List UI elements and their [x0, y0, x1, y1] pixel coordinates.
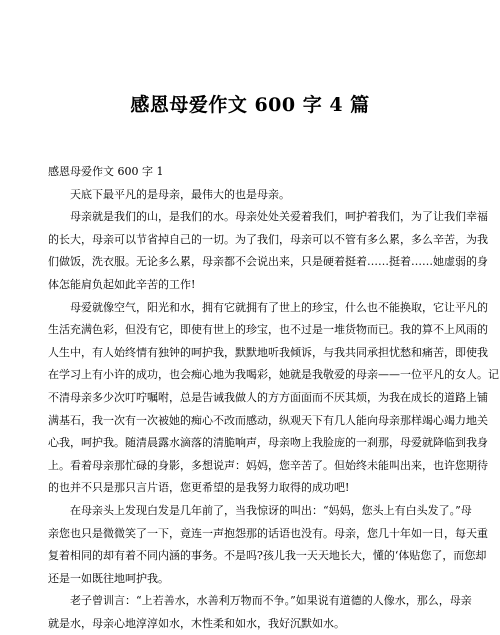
paragraph-line: 不清母亲多少次叮咛嘱咐，总是告诫我做人的方方面面而不厌其烦，为我在成长的道路上铺 — [48, 390, 488, 404]
paragraph-line: 在母亲头上发现白发是几年前了，当我惊讶的叫出：“妈妈，您头上有白头发了。”母 — [70, 503, 472, 517]
paragraph-line: 的也并不只是那只言片语，您更希望的是我努力取得的成功吧! — [48, 481, 350, 495]
paragraph-line: 母爱就像空气，阳光和水，拥有它就拥有了世上的珍宝，什么也不能换取，它让平凡的 — [70, 300, 488, 314]
paragraph-line: 体怎能肩负起如此辛苦的工作! — [48, 277, 196, 291]
paragraph-line: 的长大，母亲可以节省掉自己的一切。为了我们，母亲可以不管有多么累，多么辛苦，为我 — [48, 232, 488, 246]
paragraph-line: 心我，呵护我。随清晨露水滴落的清脆响声，母亲吻上我脸庞的一刹那，母爱就降临到我身 — [48, 436, 488, 450]
document-body — [48, 161, 499, 635]
paragraph-line: 人生中，有人始终情有独钟的呵护我，默默地听我倾诉，与我共同承担忧愁和痛苦，即使我 — [48, 345, 488, 359]
document-title: 感恩母爱作文 600 字 4 篇 — [130, 94, 370, 116]
paragraph-line: 满基石，我一次有一次被她的痴心不改而感动，纵观天下有几人能向母亲那样竭心竭力地关 — [48, 413, 488, 427]
paragraph-line: 上。看着母亲那忙碌的身影，多想说声：妈妈，您辛苦了。但始终未能叫出来，也许您期待 — [48, 458, 488, 472]
paragraph-line: 还是一如既往地呵护我。 — [48, 571, 169, 585]
paragraph-line: 们做饭，洗衣服。无论多么累，母亲都不会说出来，只是硬着挺着……挺着……她虚弱的身 — [48, 255, 488, 269]
paragraph-line: 在学习上有小许的成功，也会痴心地为我喝彩，她就是我敬爱的母亲——一位平凡的女人。记 — [48, 368, 499, 382]
paragraph-line: 老子曾训言：“上若善水，水善利万物而不争。”如果说有道德的人像水，那么，母亲 — [70, 594, 472, 608]
paragraph-line: 天底下最平凡的是母亲，最伟大的也是母亲。 — [70, 187, 290, 201]
essay-subtitle: 感恩母爱作文 600 字 1 — [48, 165, 164, 178]
paragraph-line: 就是水，母亲心地淳淳如水，木性柔和如水，我好沉默如水。 — [48, 616, 345, 630]
paragraph-line: 母亲就是我们的山，是我们的水。母亲处处关爱着我们，呵护着我们，为了让我们幸福 — [70, 210, 488, 224]
paragraph-line: 亲您也只是微微笑了一下，竟连一声抱怨那的话语也没有。母亲，您几十年如一日，每天重 — [48, 526, 488, 540]
paragraph-line: 生活充满色彩，但没有它，即使有世上的珍宝，也不过是一堆货物而已。我的算不上风雨的 — [48, 323, 488, 337]
paragraph-line: 复着相同的却有着不同内涵的事务。不是吗?孩儿我一天天地长大，懂的‘体贴您了，而您却 — [48, 549, 487, 563]
